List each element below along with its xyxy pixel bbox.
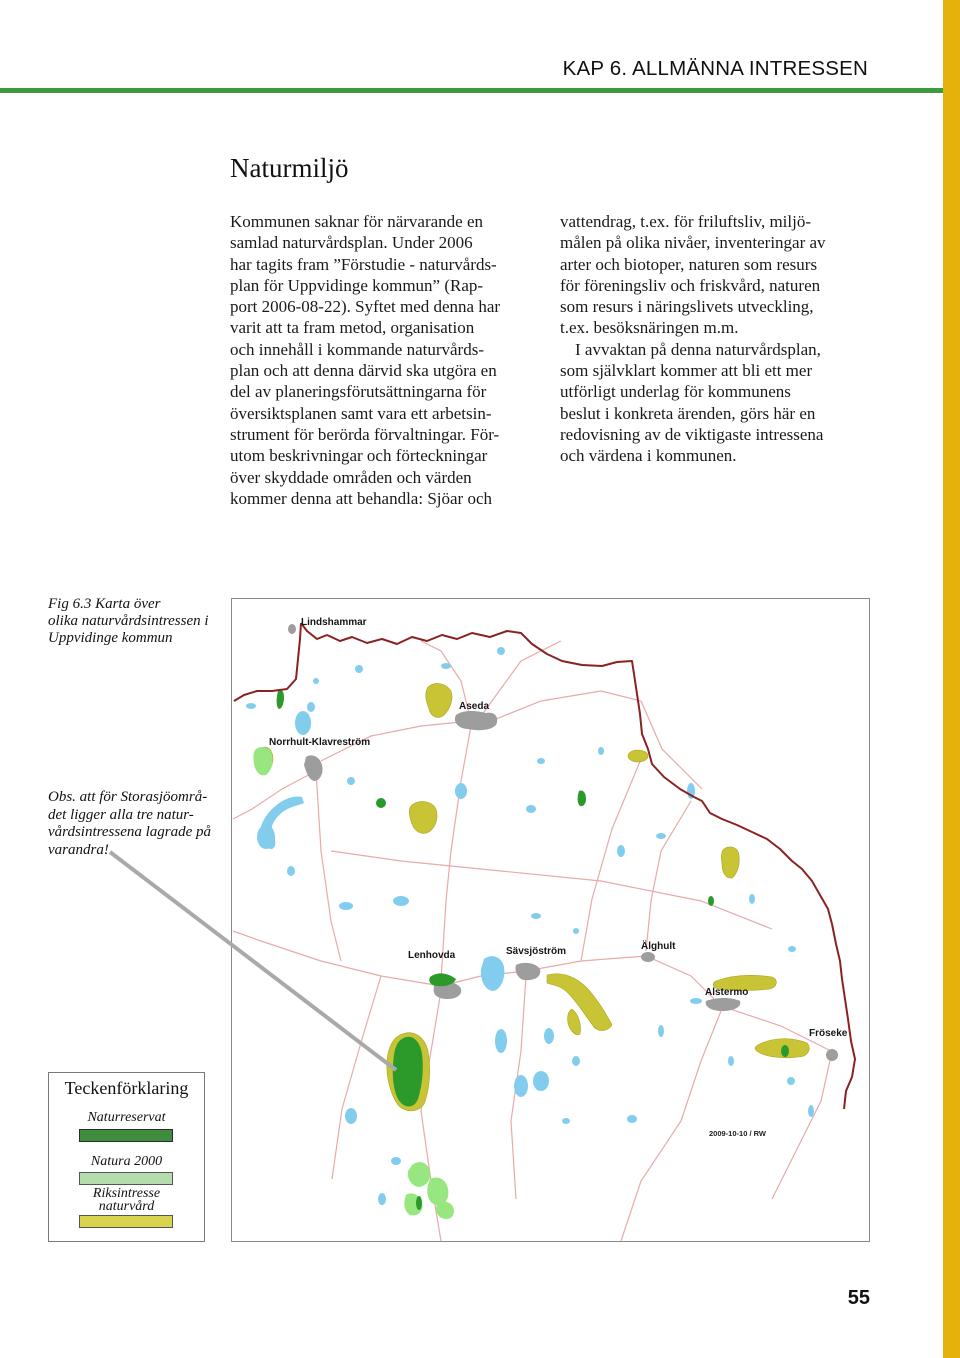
note-line: Obs. att för Storasjöområ- <box>48 789 208 805</box>
lake <box>572 1056 580 1066</box>
note-pointer-line <box>100 845 400 1075</box>
body-line: Kommunen saknar för närvarande en <box>230 212 484 231</box>
place-label-savsjostrom: Sävsjöström <box>506 946 567 957</box>
body-line: över skyddade områden och värden <box>230 467 472 487</box>
road <box>481 641 561 716</box>
place-label-aseda: Aseda <box>459 701 490 712</box>
lake <box>295 711 311 735</box>
lake <box>347 777 355 785</box>
lake <box>749 894 755 904</box>
side-color-bar <box>943 0 960 1358</box>
road <box>441 726 471 981</box>
municipality-boundary <box>234 623 301 701</box>
urban-area-norrhult <box>304 755 323 781</box>
road <box>641 701 702 789</box>
legend-label-naturreservat: Naturreservat <box>87 1110 166 1125</box>
lake <box>533 1071 549 1091</box>
right-column <box>560 211 826 467</box>
road <box>772 1056 831 1199</box>
lake <box>481 956 505 991</box>
lake <box>514 1075 528 1097</box>
body-line: utom beskrivningar och förteckningar <box>230 446 488 466</box>
left-column <box>230 211 500 509</box>
body-line: har tagits fram ”Förstudie - naturvårds- <box>230 254 497 274</box>
legend-label-line: naturvård <box>98 1199 155 1214</box>
urban-area-alstermo <box>706 998 741 1011</box>
place-label-froseke: Fröseke <box>809 1028 848 1039</box>
lake <box>537 758 545 764</box>
caption-line: olika naturvårdsintressen i <box>48 613 209 629</box>
riksintresse-area <box>721 847 739 878</box>
urban-area-aseda <box>455 711 497 730</box>
lake <box>391 1157 401 1165</box>
swatch-fill <box>80 1173 173 1185</box>
body-line: t.ex. besöksnäringen m.m. <box>560 318 739 338</box>
urban-area-froseke <box>826 1049 838 1061</box>
body-line: plan för Uppvidinge kommun” (Rap- <box>230 275 484 295</box>
urban-area-alghult <box>641 952 655 962</box>
figure-caption <box>48 596 209 647</box>
nature-reserve-area <box>708 896 714 906</box>
natura2000-area <box>436 1201 454 1219</box>
riksintresse-area <box>628 750 648 762</box>
place-label-norrhult-klavrestrom: Norrhult-Klavreström <box>269 737 371 748</box>
nature-reserve-area <box>277 690 284 709</box>
legend-title: Teckenförklaring <box>64 1078 189 1098</box>
lake <box>617 845 625 857</box>
chapter-header: KAP 6. ALLMÄNNA INTRESSEN <box>562 57 868 80</box>
body-line: plan och att denna därvid ska utgöra en <box>230 361 497 381</box>
lake <box>345 1108 357 1124</box>
lake <box>455 783 467 799</box>
nature-reserve-area <box>578 790 586 806</box>
road <box>491 691 641 721</box>
riksintresse-area <box>426 684 452 718</box>
road <box>621 1011 721 1241</box>
lake <box>526 805 536 813</box>
body-line: vattendrag, t.ex. för friluftsliv, miljö- <box>560 212 811 231</box>
note-line: vårdsintressena lagrade på <box>48 824 212 840</box>
body-line: del av planeringsförutsättningarna för <box>230 382 487 402</box>
body-line: översiktsplanen samt vara ett arbetsin- <box>230 403 492 423</box>
legend-swatch-riksintresse <box>79 1215 173 1228</box>
lake <box>627 1115 637 1123</box>
lake <box>573 928 579 934</box>
urban-area-savsjostrom <box>515 963 540 980</box>
lake <box>656 833 666 839</box>
caption-line: Uppvidinge kommun <box>48 630 173 646</box>
legend-swatch-naturreservat <box>79 1129 173 1142</box>
natura2000-area <box>408 1162 431 1187</box>
body-line: och innehåll i kommande naturvårds- <box>230 339 484 359</box>
lake <box>441 663 451 669</box>
urban-area-lindshammar <box>288 624 296 634</box>
swatch-fill <box>80 1130 173 1142</box>
lake <box>788 946 796 952</box>
place-label-lindshammar: Lindshammar <box>301 617 367 628</box>
lake <box>787 1077 795 1085</box>
lake <box>378 1193 386 1205</box>
swatch-fill <box>80 1216 173 1228</box>
legend-label-natura2000: Natura 2000 <box>90 1154 163 1169</box>
body-line: som självklart kommer att bli ett mer <box>560 361 813 381</box>
section-title: Naturmiljö <box>230 153 349 183</box>
body-line: för föreningsliv och friskvård, naturen <box>560 275 821 295</box>
lake <box>531 913 541 919</box>
body-line: utförligt underlag för kommunens <box>560 382 791 402</box>
body-line: beslut i konkreta ärenden, görs här en <box>560 403 816 423</box>
lake <box>808 1105 814 1117</box>
body-line: redovisning av de viktigaste intressena <box>560 424 824 444</box>
lake <box>246 703 256 709</box>
body-line: kommer denna att behandla: Sjöar och <box>230 488 492 508</box>
nature-reserve-area <box>416 1196 422 1210</box>
note-line: varandra! <box>48 841 109 858</box>
natura2000-area <box>253 747 272 775</box>
lake <box>544 1028 554 1044</box>
lake <box>313 678 319 684</box>
legend-swatch-natura2000 <box>79 1172 173 1185</box>
lake <box>497 647 505 655</box>
caption-line: Fig 6.3 Karta över <box>48 596 161 612</box>
lake <box>307 702 315 712</box>
place-label-alstermo: Alstermo <box>705 987 749 998</box>
lake <box>598 747 604 755</box>
map-legend <box>48 1072 205 1242</box>
body-line: målen på olika nivåer, inventeringar av <box>560 233 826 253</box>
nature-reserve-area <box>376 798 386 808</box>
road <box>581 759 641 961</box>
lake <box>562 1118 570 1124</box>
pointer-line <box>110 852 396 1070</box>
lake <box>690 998 702 1004</box>
road <box>646 801 691 951</box>
body-line: arter och biotoper, naturen som resurs <box>560 254 818 274</box>
body-line: strument för berörda förvaltningar. För- <box>230 424 500 444</box>
place-label-alghult: Älghult <box>641 941 676 952</box>
legend-label-riksintresse <box>49 1187 204 1213</box>
map-date-stamp: 2009-10-10 / RW <box>709 1129 766 1138</box>
body-line: port 2006-08-22). Syftet med denna har <box>230 297 501 317</box>
body-line: I avvaktan på denna naturvårdsplan, <box>575 339 821 359</box>
lake <box>355 665 363 673</box>
body-line: som resurs i näringslivets utveckling, <box>560 297 814 317</box>
lake <box>728 1056 734 1066</box>
lake <box>495 1029 507 1053</box>
note-line: det ligger alla tre natur- <box>48 806 194 823</box>
riksintresse-area <box>568 1009 581 1035</box>
page-number: 55 <box>847 1287 870 1309</box>
nature-reserve-area <box>781 1045 789 1057</box>
lake <box>658 1025 664 1037</box>
riksintresse-area <box>409 802 437 834</box>
natura2000-area <box>427 1177 448 1205</box>
body-line: varit att ta fram metod, organisation <box>230 318 475 338</box>
body-line: och värdena i kommunen. <box>560 446 737 466</box>
place-label-lenhovda: Lenhovda <box>408 950 456 961</box>
body-line: samlad naturvårdsplan. Under 2006 <box>230 233 473 253</box>
legend-label-line: Riksintresse <box>92 1186 161 1201</box>
header-rule <box>0 88 943 93</box>
